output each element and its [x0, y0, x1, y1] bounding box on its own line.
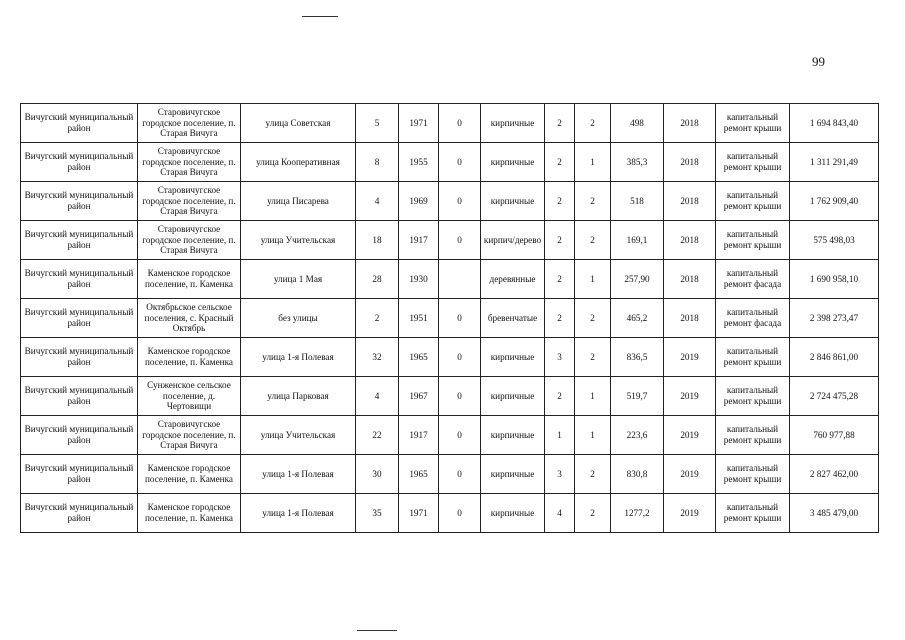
cell-repair-year: 2019	[664, 338, 716, 377]
cell-year-built: 1969	[399, 182, 439, 221]
cell-floors: 2	[545, 104, 575, 143]
cell-wear: 0	[439, 416, 481, 455]
cell-floors: 3	[545, 338, 575, 377]
cell-entrances: 2	[575, 455, 611, 494]
cell-year-built: 1965	[399, 455, 439, 494]
cell-wear: 0	[439, 143, 481, 182]
cell-house-number: 4	[356, 182, 399, 221]
cell-settlement: Старовичугское городское поселение, п. Старая Вичуга	[138, 143, 241, 182]
cell-area: 836,5	[611, 338, 664, 377]
table-row	[21, 338, 879, 377]
cell-repair-year: 2018	[664, 221, 716, 260]
cell-settlement: Старовичугское городское поселение, п. Старая Вичуга	[138, 104, 241, 143]
cell-district: Вичугский муниципальный район	[21, 104, 138, 143]
cell-street: улица Учительская	[241, 221, 356, 260]
cell-wall-material: деревянные	[481, 260, 545, 299]
scan-mark-bottom	[357, 630, 397, 631]
cell-repair-year: 2018	[664, 299, 716, 338]
cell-street: улица Советская	[241, 104, 356, 143]
cell-repair-year: 2018	[664, 260, 716, 299]
cell-house-number: 28	[356, 260, 399, 299]
cell-cost: 575 498,03	[790, 221, 879, 260]
table-row	[21, 494, 879, 533]
cell-wear: 0	[439, 377, 481, 416]
table-row	[21, 221, 879, 260]
table-row	[21, 416, 879, 455]
cell-floors: 2	[545, 299, 575, 338]
cell-wall-material: кирпичные	[481, 455, 545, 494]
cell-wear: 0	[439, 338, 481, 377]
cell-entrances: 2	[575, 182, 611, 221]
cell-wall-material: кирпичные	[481, 416, 545, 455]
cell-wall-material: кирпич/дерево	[481, 221, 545, 260]
cell-cost: 760 977,88	[790, 416, 879, 455]
cell-cost: 3 485 479,00	[790, 494, 879, 533]
cell-district: Вичугский муниципальный район	[21, 299, 138, 338]
cell-street: улица 1-я Полевая	[241, 455, 356, 494]
cell-district: Вичугский муниципальный район	[21, 377, 138, 416]
cell-floors: 1	[545, 416, 575, 455]
cell-work-type: капитальный ремонт крыши	[716, 377, 790, 416]
cell-settlement: Каменское городское поселение, п. Каменка	[138, 338, 241, 377]
cell-house-number: 18	[356, 221, 399, 260]
cell-house-number: 35	[356, 494, 399, 533]
cell-street: улица 1-я Полевая	[241, 338, 356, 377]
cell-work-type: капитальный ремонт крыши	[716, 182, 790, 221]
cell-settlement: Сунженское сельское поселение, д. Чертовищи	[138, 377, 241, 416]
cell-year-built: 1917	[399, 416, 439, 455]
page-number: 99	[812, 54, 825, 69]
cell-work-type: капитальный ремонт крыши	[716, 455, 790, 494]
cell-cost: 2 846 861,00	[790, 338, 879, 377]
table-row	[21, 377, 879, 416]
cell-wall-material: кирпичные	[481, 338, 545, 377]
cell-year-built: 1951	[399, 299, 439, 338]
cell-area: 465,2	[611, 299, 664, 338]
cell-settlement: Старовичугское городское поселение, п. Старая Вичуга	[138, 182, 241, 221]
cell-wear: 0	[439, 182, 481, 221]
cell-repair-year: 2019	[664, 494, 716, 533]
cell-cost: 2 724 475,28	[790, 377, 879, 416]
cell-work-type: капитальный ремонт фасада	[716, 260, 790, 299]
cell-cost: 1 762 909,40	[790, 182, 879, 221]
cell-house-number: 32	[356, 338, 399, 377]
cell-street: улица Писарева	[241, 182, 356, 221]
cell-entrances: 2	[575, 494, 611, 533]
cell-repair-year: 2018	[664, 182, 716, 221]
cell-year-built: 1965	[399, 338, 439, 377]
cell-house-number: 2	[356, 299, 399, 338]
cell-wear	[439, 260, 481, 299]
cell-work-type: капитальный ремонт фасада	[716, 299, 790, 338]
cell-year-built: 1917	[399, 221, 439, 260]
cell-year-built: 1930	[399, 260, 439, 299]
cell-house-number: 8	[356, 143, 399, 182]
cell-entrances: 2	[575, 104, 611, 143]
cell-wear: 0	[439, 221, 481, 260]
cell-floors: 2	[545, 260, 575, 299]
cell-work-type: капитальный ремонт крыши	[716, 104, 790, 143]
cell-street: улица Кооперативная	[241, 143, 356, 182]
scan-mark-top	[302, 16, 338, 17]
cell-wear: 0	[439, 104, 481, 143]
housing-repair-table	[20, 103, 879, 533]
cell-street: без улицы	[241, 299, 356, 338]
cell-street: улица 1 Мая	[241, 260, 356, 299]
table-row	[21, 143, 879, 182]
cell-cost: 1 690 958,10	[790, 260, 879, 299]
cell-street: улица 1-я Полевая	[241, 494, 356, 533]
cell-work-type: капитальный ремонт крыши	[716, 143, 790, 182]
cell-area: 1277,2	[611, 494, 664, 533]
cell-floors: 2	[545, 143, 575, 182]
cell-floors: 2	[545, 377, 575, 416]
cell-wear: 0	[439, 299, 481, 338]
cell-work-type: капитальный ремонт крыши	[716, 221, 790, 260]
cell-settlement: Каменское городское поселение, п. Каменка	[138, 494, 241, 533]
cell-house-number: 30	[356, 455, 399, 494]
cell-entrances: 1	[575, 260, 611, 299]
cell-settlement: Октябрьское сельское поселения, с. Красный Октябрь	[138, 299, 241, 338]
cell-floors: 3	[545, 455, 575, 494]
cell-wall-material: бревенчатые	[481, 299, 545, 338]
cell-street: улица Учительская	[241, 416, 356, 455]
cell-work-type: капитальный ремонт крыши	[716, 338, 790, 377]
cell-wear: 0	[439, 455, 481, 494]
cell-wall-material: кирпичные	[481, 494, 545, 533]
cell-district: Вичугский муниципальный район	[21, 494, 138, 533]
cell-repair-year: 2018	[664, 104, 716, 143]
cell-district: Вичугский муниципальный район	[21, 416, 138, 455]
cell-wall-material: кирпичные	[481, 104, 545, 143]
cell-year-built: 1955	[399, 143, 439, 182]
cell-area: 257,90	[611, 260, 664, 299]
cell-wall-material: кирпичные	[481, 143, 545, 182]
cell-entrances: 1	[575, 143, 611, 182]
table-row	[21, 104, 879, 143]
cell-house-number: 4	[356, 377, 399, 416]
cell-repair-year: 2019	[664, 416, 716, 455]
cell-work-type: капитальный ремонт крыши	[716, 416, 790, 455]
cell-year-built: 1967	[399, 377, 439, 416]
cell-settlement: Каменское городское поселение, п. Каменка	[138, 455, 241, 494]
cell-wall-material: кирпичные	[481, 377, 545, 416]
cell-repair-year: 2018	[664, 143, 716, 182]
cell-entrances: 2	[575, 299, 611, 338]
table-row	[21, 182, 879, 221]
cell-settlement: Каменское городское поселение, п. Каменка	[138, 260, 241, 299]
cell-area: 518	[611, 182, 664, 221]
cell-area: 385,3	[611, 143, 664, 182]
cell-entrances: 2	[575, 338, 611, 377]
cell-district: Вичугский муниципальный район	[21, 338, 138, 377]
table-row	[21, 455, 879, 494]
cell-settlement: Старовичугское городское поселение, п. Старая Вичуга	[138, 416, 241, 455]
cell-area: 519,7	[611, 377, 664, 416]
cell-wear: 0	[439, 494, 481, 533]
cell-year-built: 1971	[399, 104, 439, 143]
cell-cost: 2 398 273,47	[790, 299, 879, 338]
cell-cost: 2 827 462,00	[790, 455, 879, 494]
cell-entrances: 1	[575, 416, 611, 455]
cell-district: Вичугский муниципальный район	[21, 221, 138, 260]
cell-area: 223,6	[611, 416, 664, 455]
cell-district: Вичугский муниципальный район	[21, 455, 138, 494]
cell-house-number: 5	[356, 104, 399, 143]
cell-wall-material: кирпичные	[481, 182, 545, 221]
table-row	[21, 260, 879, 299]
cell-area: 169,1	[611, 221, 664, 260]
cell-district: Вичугский муниципальный район	[21, 143, 138, 182]
cell-entrances: 2	[575, 221, 611, 260]
cell-repair-year: 2019	[664, 377, 716, 416]
cell-street: улица Парковая	[241, 377, 356, 416]
table-row	[21, 299, 879, 338]
cell-area: 498	[611, 104, 664, 143]
cell-entrances: 1	[575, 377, 611, 416]
cell-year-built: 1971	[399, 494, 439, 533]
cell-floors: 2	[545, 221, 575, 260]
cell-cost: 1 311 291,49	[790, 143, 879, 182]
cell-settlement: Старовичугское городское поселение, п. Старая Вичуга	[138, 221, 241, 260]
cell-house-number: 22	[356, 416, 399, 455]
cell-cost: 1 694 843,40	[790, 104, 879, 143]
cell-district: Вичугский муниципальный район	[21, 260, 138, 299]
cell-work-type: капитальный ремонт крыши	[716, 494, 790, 533]
cell-area: 830,8	[611, 455, 664, 494]
cell-repair-year: 2019	[664, 455, 716, 494]
cell-floors: 4	[545, 494, 575, 533]
cell-floors: 2	[545, 182, 575, 221]
cell-district: Вичугский муниципальный район	[21, 182, 138, 221]
table-body	[21, 104, 879, 533]
